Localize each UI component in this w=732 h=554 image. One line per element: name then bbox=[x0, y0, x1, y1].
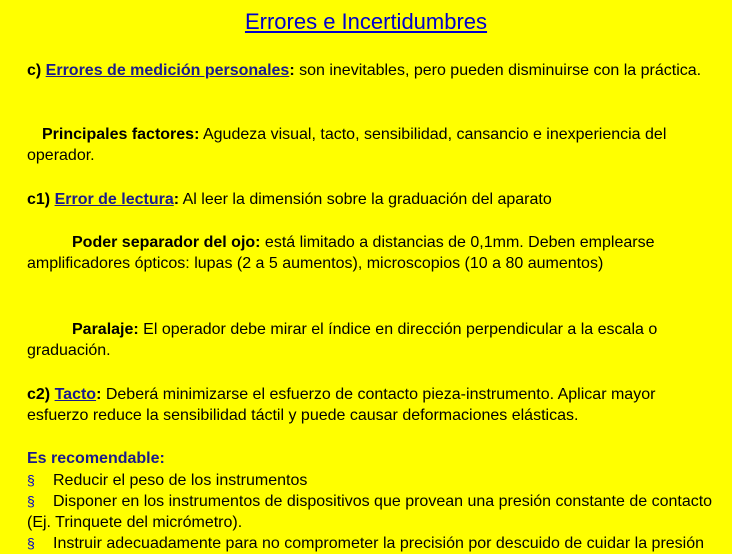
section-paralaje bbox=[27, 319, 715, 361]
slide-title: Errores e Incertidumbres bbox=[244, 9, 488, 34]
section-factores bbox=[27, 124, 715, 166]
paralaje-text: El operador debe mirar el índice en dirección perpendicular a la escala o graduación. bbox=[27, 321, 658, 359]
paralaje-label: Paralaje: bbox=[72, 321, 139, 338]
section-c1-text: Al leer la dimensión sobre la graduación del aparato bbox=[179, 191, 552, 208]
section-c2 bbox=[27, 384, 715, 426]
section-c1 bbox=[27, 189, 715, 210]
section-c1-colon: : bbox=[173, 191, 180, 208]
section-c2-text: Deberá minimizarse el esfuerzo de contacto pieza-instrumento. Aplicar mayor esfuerzo reduce la sensibilidad táctil y puede causar deformaciones elásticas. bbox=[27, 386, 656, 424]
section-c1-prefix: c1) bbox=[27, 191, 55, 208]
list-item bbox=[27, 533, 717, 554]
list-item bbox=[27, 491, 717, 533]
poder-label: Poder separador del ojo: bbox=[72, 234, 261, 251]
section-c2-colon: : bbox=[96, 386, 102, 403]
list-item-text: Instruir adecuadamente para no comprometer la precisión por descuido de cuidar la presión bbox=[53, 535, 705, 552]
list-item bbox=[27, 470, 717, 491]
section-c-term[interactable]: Errores de medición personales bbox=[45, 62, 290, 79]
section-c-text: son inevitables, pero pueden disminuirse con la práctica. bbox=[294, 62, 702, 79]
bullet-icon: § bbox=[27, 535, 35, 551]
section-poder bbox=[27, 232, 715, 274]
section-c2-prefix: c2) bbox=[27, 386, 55, 403]
section-c-colon: : bbox=[289, 62, 295, 79]
bullet-icon: § bbox=[27, 493, 35, 509]
factores-text: Agudeza visual, tacto, sensibilidad, cansancio e inexperiencia del operador. bbox=[27, 126, 667, 164]
poder-text: está limitado a distancias de 0,1mm. Deben emplearse amplificadores ópticos: lupas (2 a 5 aumentos), microscopios (10 a 80 aumentos) bbox=[27, 234, 655, 272]
recomendable-heading: Es recomendable: bbox=[27, 450, 165, 467]
section-c bbox=[27, 60, 715, 81]
bullet-icon: § bbox=[27, 472, 35, 488]
list-item-text: Reducir el peso de los instrumentos bbox=[53, 472, 308, 489]
section-c1-term[interactable]: Error de lectura bbox=[54, 191, 174, 208]
section-c2-term[interactable]: Tacto bbox=[54, 386, 97, 403]
section-c-prefix: c) bbox=[27, 62, 46, 79]
list-item-text: Disponer en los instrumentos de dispositivos que provean una presión constante de contacto (Ej. Trinquete del micrómetro). bbox=[27, 493, 713, 531]
factores-label: Principales factores: bbox=[42, 126, 200, 143]
